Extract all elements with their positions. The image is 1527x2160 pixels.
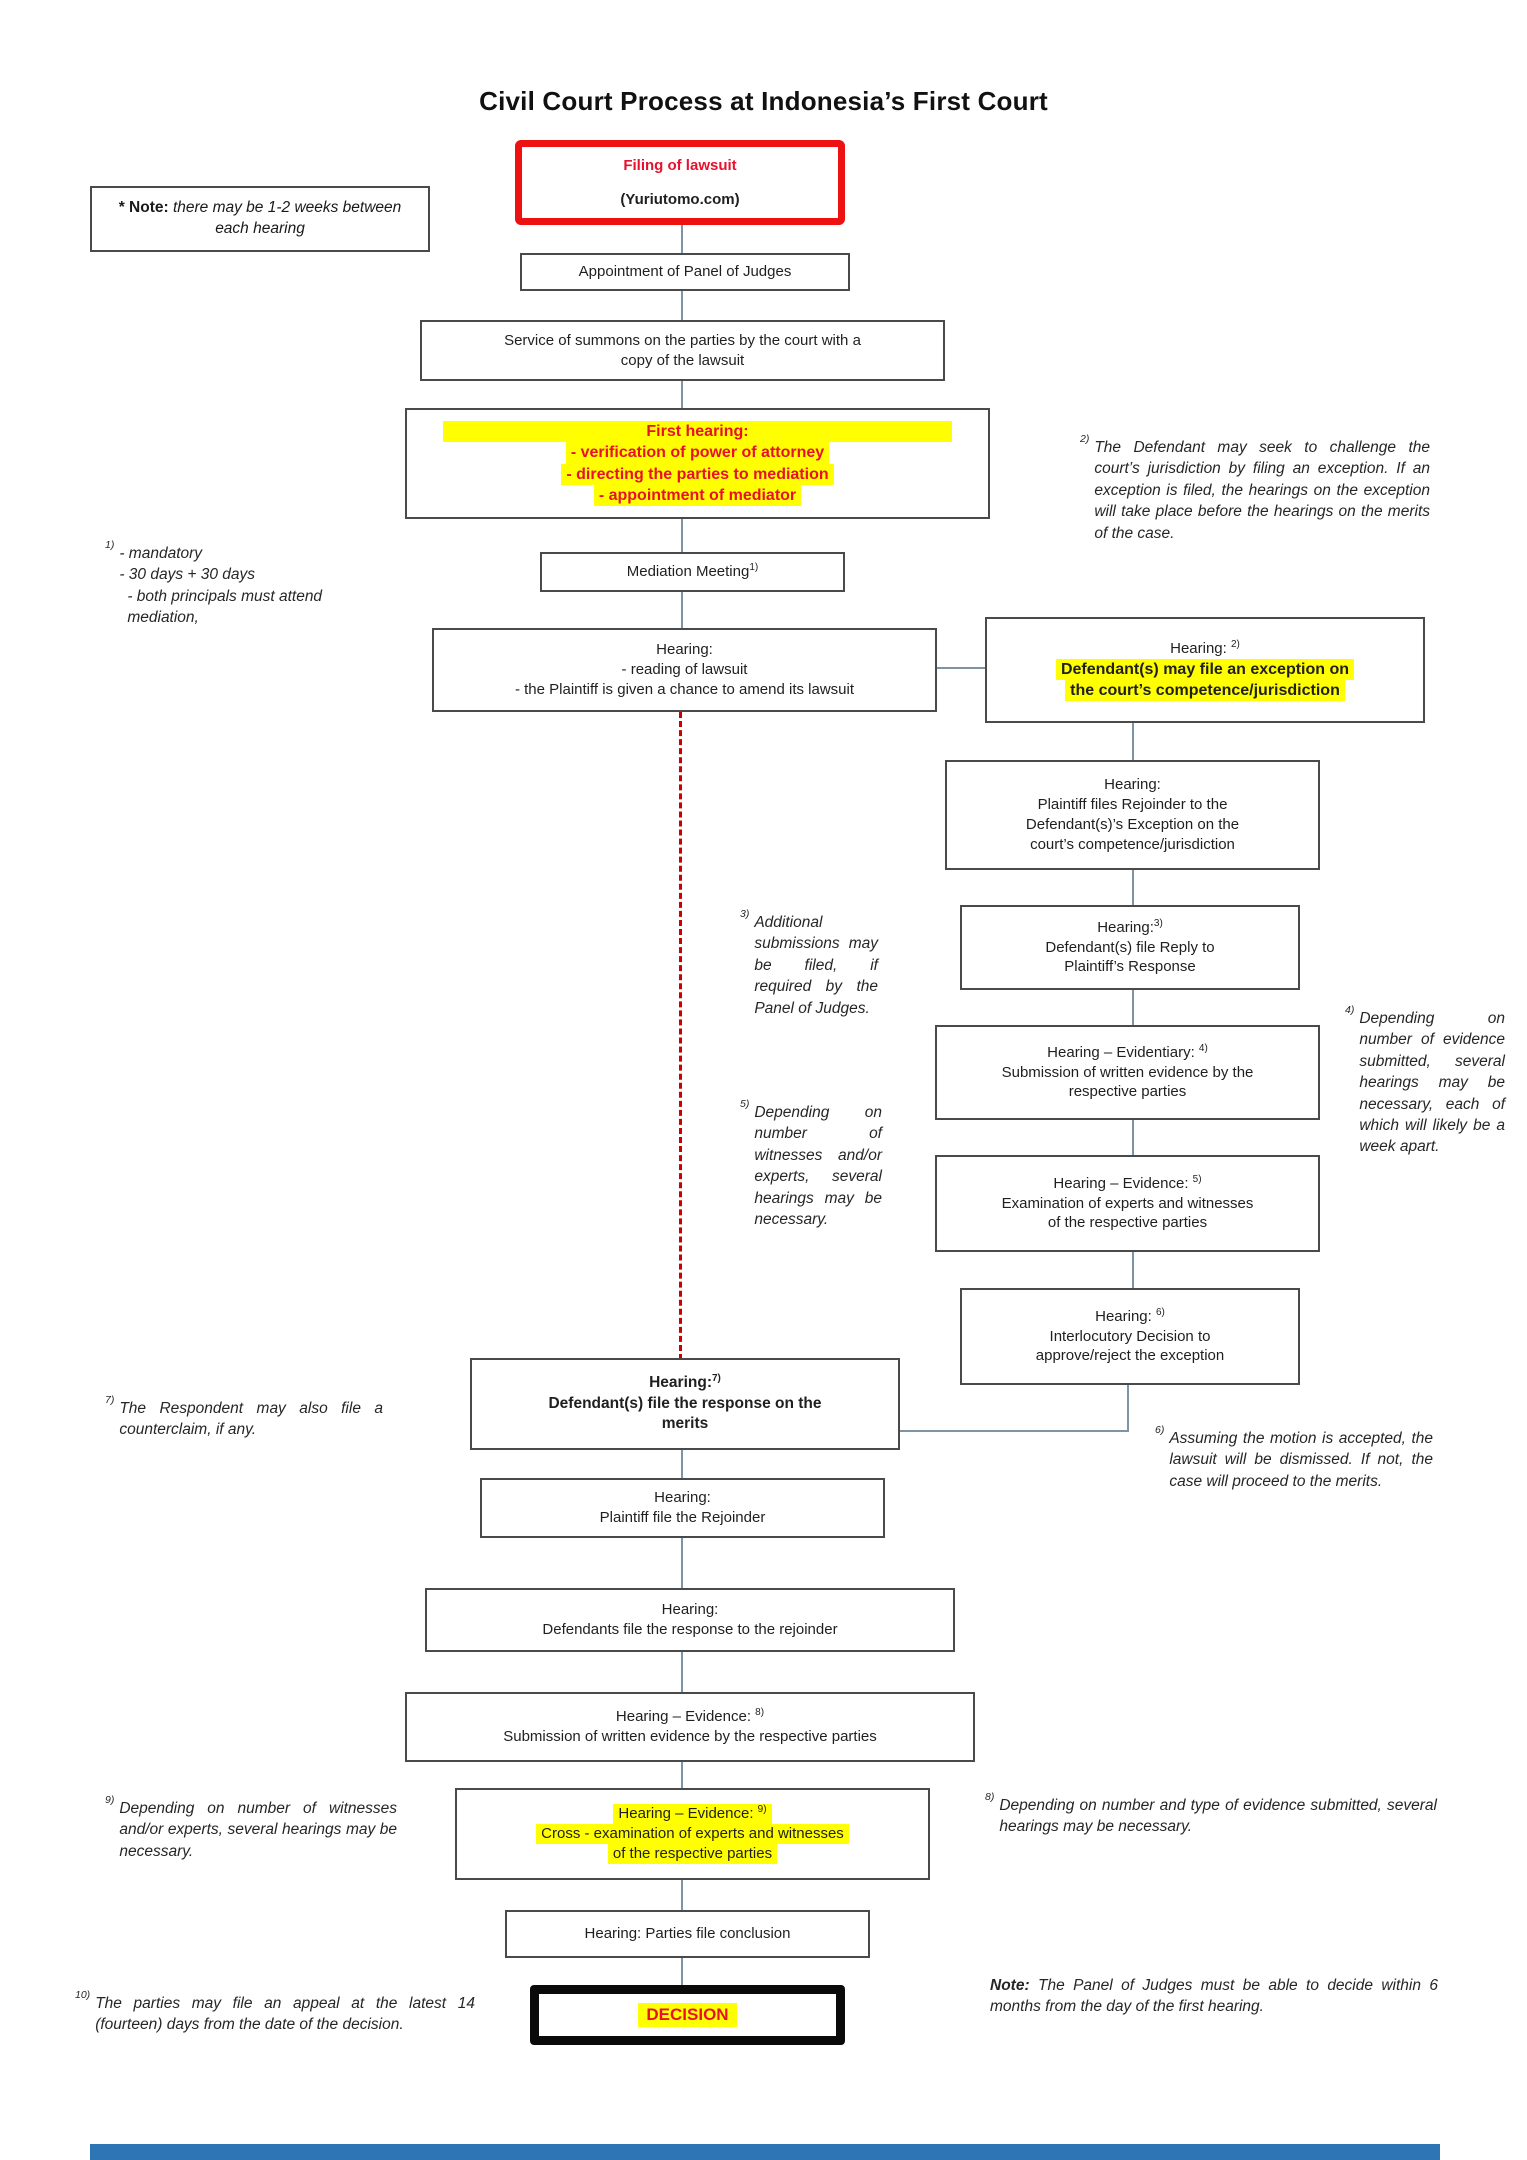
note-5-text: Depending on number of witnesses and/or experts, several hearings may be necessary. xyxy=(754,1104,882,1228)
note-8: 8) Depending on number and type of evidence submitted, several hearings may be necessary. xyxy=(985,1795,1437,1838)
connector xyxy=(681,1880,683,1910)
node-hearing-evidence-cross-examination: Hearing – Evidence: $^{9)}$ Cross - examination of experts and witnesses of the respective parties xyxy=(455,1788,930,1880)
node-filing-source: (Yuriutomo.com) xyxy=(620,190,740,208)
dashed-red-connector xyxy=(679,712,682,1360)
node-hearing-response-to-rejoinder: Hearing: Defendants file the response to the rejoinder xyxy=(425,1588,955,1652)
connector xyxy=(900,1430,1129,1432)
node-hearing-response-on-merits: Hearing:$^{7)}$ Defendant(s) file the response on the merits xyxy=(470,1358,900,1450)
footer-bar xyxy=(90,2144,1440,2160)
connector xyxy=(937,667,985,669)
node-hearing-evidence-examination: Hearing – Evidence: $^{5)}$ Examination of experts and witnesses of the respective parties xyxy=(935,1155,1320,1252)
note-bottom xyxy=(990,1975,1438,2018)
note-1-text: - mandatory - 30 days + 30 days - both principals must attend mediation, xyxy=(119,545,323,627)
note-5: 5) Depending on number of witnesses and/or experts, several hearings may be necessary. xyxy=(740,1102,882,1230)
note-2-text: The Defendant may seek to challenge the court’s jurisdiction by filing an exception. If an exception is filed, the hearings on the exception will take place before the hearings on the merits of the case. xyxy=(1094,439,1430,542)
connector xyxy=(681,1762,683,1788)
connector xyxy=(1127,1385,1129,1432)
node-mediation-meeting: Mediation Meeting$^{1)}$ xyxy=(540,552,845,592)
connector xyxy=(681,225,683,253)
note-7: 7) The Respondent may also file a counterclaim, if any. xyxy=(105,1398,383,1441)
node-appointment-panel-judges: Appointment of Panel of Judges xyxy=(520,253,850,291)
note-3-text: Additional submissions may be filed, if required by the Panel of Judges. xyxy=(754,914,878,1017)
note-9: 9) Depending on number of witnesses and/or experts, several hearings may be necessary. xyxy=(105,1798,397,1862)
connector xyxy=(1132,1252,1134,1288)
note-7-text: The Respondent may also file a counterclaim, if any. xyxy=(119,1400,383,1439)
node-hearing-reading-lawsuit: Hearing: - reading of lawsuit - the Plaintiff is given a chance to amend its lawsuit xyxy=(432,628,937,712)
note-10-text: The parties may file an appeal at the latest 14 (fourteen) days from the date of the decision. xyxy=(95,1995,475,2034)
connector xyxy=(681,592,683,628)
connector xyxy=(681,291,683,320)
connector xyxy=(681,1652,683,1692)
page-title: Civil Court Process at Indonesia’s First Court xyxy=(479,86,1048,116)
connector xyxy=(681,1958,683,1985)
node-service-of-summons: Service of summons on the parties by the court with a copy of the lawsuit xyxy=(420,320,945,381)
note-10: 10) The parties may file an appeal at the latest 14 (fourteen) days from the date of the decision. xyxy=(75,1993,475,2036)
connector xyxy=(1132,990,1134,1025)
connector xyxy=(681,381,683,408)
node-hearing-interlocutory-decision: Hearing: $^{6)}$ Interlocutory Decision to approve/reject the exception xyxy=(960,1288,1300,1385)
node-hearing-exception: Hearing: $^{2)}$ Defendant(s) may file an exception on the court’s competence/jurisdiction xyxy=(985,617,1425,723)
connector xyxy=(681,519,683,552)
node-hearing-evidence-written: Hearing – Evidence: $^{8)}$ Submission of written evidence by the respective parties xyxy=(405,1692,975,1762)
note-1: 1) - mandatory - 30 days + 30 days - both principals must attend mediation, xyxy=(105,543,385,629)
node-hearing-plaintiff-rejoinder-exception: Hearing: Plaintiff files Rejoinder to the Defendant(s)’s Exception on the court’s competence/jurisdiction xyxy=(945,760,1320,870)
note-6-text: Assuming the motion is accepted, the lawsuit will be dismissed. If not, the case will proceed to the merits. xyxy=(1169,1430,1433,1490)
note-top xyxy=(90,186,430,252)
node-decision: DECISION xyxy=(530,1985,845,2045)
note-6: 6) Assuming the motion is accepted, the lawsuit will be dismissed. If not, the case will proceed to the merits. xyxy=(1155,1428,1433,1492)
note-8-text: Depending on number and type of evidence submitted, several hearings may be necessary. xyxy=(999,1797,1437,1836)
connector xyxy=(681,1450,683,1478)
note-9-text: Depending on number of witnesses and/or experts, several hearings may be necessary. xyxy=(119,1800,397,1860)
note-3: 3) Additional submissions may be filed, if required by the Panel of Judges. xyxy=(740,912,878,1019)
connector xyxy=(681,1538,683,1588)
note-4-text: Depending on number of evidence submitted, several hearings may be necessary, each of which will likely be a week apart. xyxy=(1359,1010,1505,1156)
connector xyxy=(1132,1120,1134,1155)
note-bottom-text: Note: The Panel of Judges must be able to decide within 6 months from the day of the first hearing. xyxy=(990,1977,1438,2016)
node-filing-of-lawsuit xyxy=(515,140,845,225)
note-2: 2) The Defendant may seek to challenge the court’s jurisdiction by filing an exception. If an exception is filed, the hearings on the exception will take place before the hearings on the merits of the case. xyxy=(1080,437,1430,544)
node-hearing-evidentiary: Hearing – Evidentiary: $^{4)}$ Submission of written evidence by the respective parties xyxy=(935,1025,1320,1120)
note-4: 4) Depending on number of evidence submitted, several hearings may be necessary, each of which will likely be a week apart. xyxy=(1345,1008,1505,1158)
connector xyxy=(1132,723,1134,760)
node-filing-title: Filing of lawsuit xyxy=(623,156,737,174)
node-first-hearing: First hearing: - verification of power of attorney - directing the parties to mediation - appointment of mediator xyxy=(405,408,990,519)
node-hearing-parties-file-conclusion: Hearing: Parties file conclusion xyxy=(505,1910,870,1958)
node-hearing-defendants-reply: Hearing:$^{3)}$ Defendant(s) file Reply to Plaintiff’s Response xyxy=(960,905,1300,990)
node-hearing-plaintiff-file-rejoinder: Hearing: Plaintiff file the Rejoinder xyxy=(480,1478,885,1538)
note-top-text: * Note: there may be 1-2 weeks between each hearing xyxy=(118,199,402,237)
connector xyxy=(1132,870,1134,905)
